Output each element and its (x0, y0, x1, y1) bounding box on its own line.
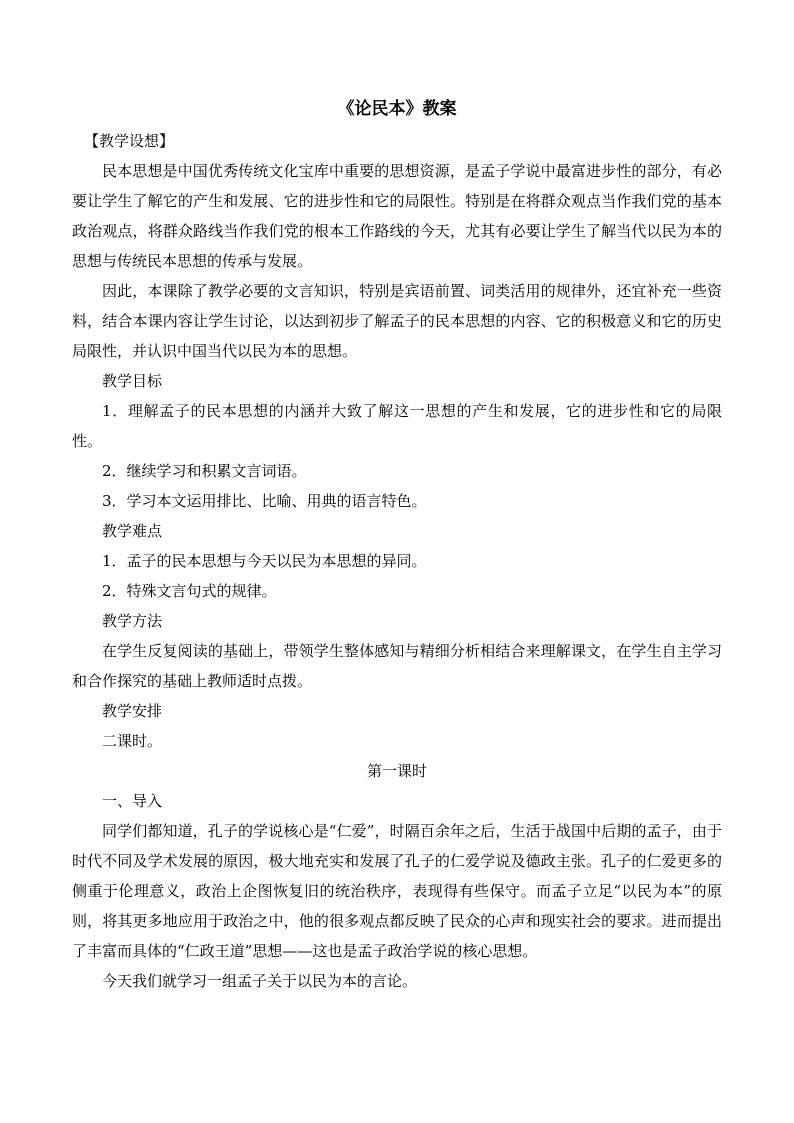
section-heading-arrangement: 教学安排 (102, 702, 163, 720)
section-heading-difficulties: 教学难点 (102, 522, 163, 540)
section-heading-methods: 教学方法 (102, 612, 163, 630)
difficulty-item-1: 1．孟子的民本思想与今天以民为本思想的异同。 (102, 552, 427, 570)
arrangement-text: 二课时。 (102, 732, 163, 750)
intro-paragraph-1: 同学们都知道，孔子的学说核心是“仁爱”，时隔百余年之后，生活于战国中后期的孟子，由于时代不同及学术发展的原因，极大地充实和发展了孔子的仁爱学说及德政主张。孔子的仁爱更多的侧重于伦理意义，政治上企图恢复旧的统治秩序，表现得有些保守。而孟子立足“以民为本”的原则，将其更多地应用于政治之中，他的很多观点都反映了民众的心声和现实社会的要求。进而提出了丰富而具体的“仁政王道”思想——这也是孟子政治学说的核心思想。 (72, 822, 722, 960)
design-paragraph-2: 因此，本课除了教学必要的文言知识，特别是宾语前置、词类活用的规律外，还宜补充一些资料，结合本课内容让学生讨论，以达到初步了解孟子的民本思想的内容、它的积极意义和它的历史局限性，并认识中国当代以民为本的思想。 (72, 282, 722, 360)
document-title: 《论民本》教案 (337, 99, 457, 119)
intro-paragraph-2: 今天我们就学习一组孟子关于以民为本的言论。 (102, 972, 418, 990)
lesson-one-heading: 第一课时 (366, 762, 427, 780)
objective-item-1: 1．理解孟子的民本思想的内涵并大致了解这一思想的产生和发展，它的进步性和它的局限性。 (72, 402, 722, 450)
objective-item-2: 2．继续学习和积累文言词语。 (102, 462, 307, 480)
design-paragraph-1: 民本思想是中国优秀传统文化宝库中重要的思想资源，是孟子学说中最富进步性的部分，有必要让学生了解它的产生和发展、它的进步性和它的局限性。特别是在将群众观点当作我们党的基本政治观点，将群众路线当作我们党的根本工作路线的今天，尤其有必要让学生了解当代以民为本的思想与传统民本思想的传承与发展。 (72, 162, 722, 270)
intro-heading: 一、导入 (102, 792, 163, 810)
difficulty-item-2: 2．特殊文言句式的规律。 (102, 582, 277, 600)
section-heading-design: 【教学设想】 (84, 132, 175, 150)
document-page (72, 96, 722, 996)
objective-item-3: 3．学习本文运用排比、比喻、用典的语言特色。 (102, 492, 427, 510)
methods-paragraph: 在学生反复阅读的基础上，带领学生整体感知与精细分析相结合来理解课文，在学生自主学习和合作探究的基础上教师适时点拨。 (72, 642, 722, 690)
section-heading-objectives: 教学目标 (102, 372, 163, 390)
